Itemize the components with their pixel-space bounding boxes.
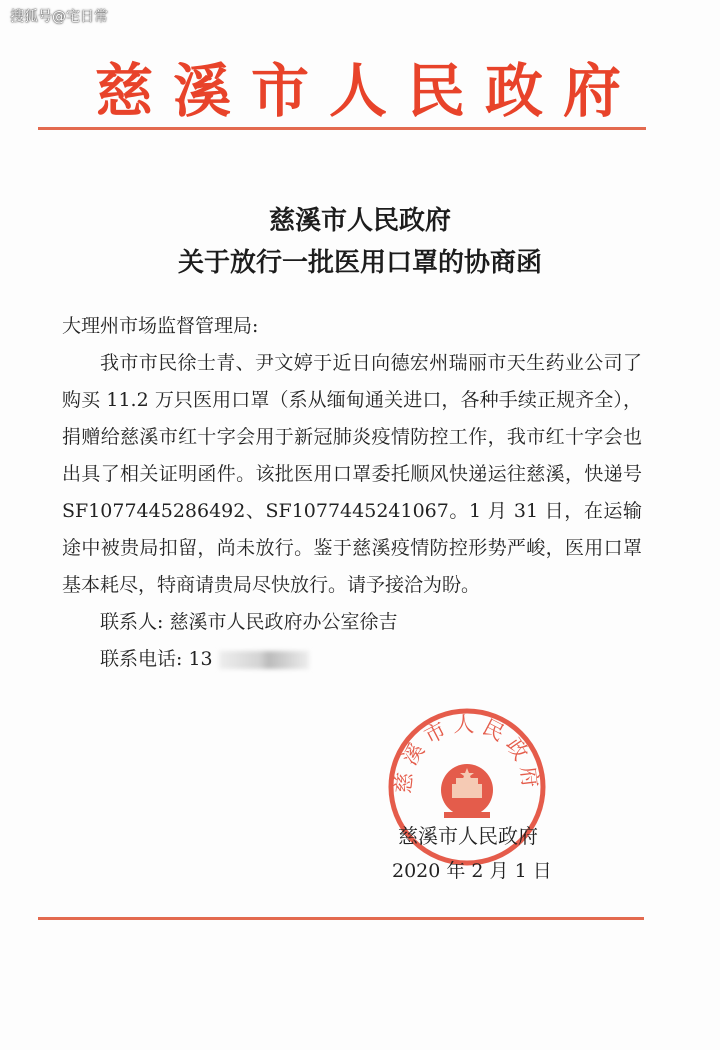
letterhead-rule <box>38 127 646 130</box>
recipient: 大理州市场监督管理局: <box>62 315 259 337</box>
footer-rule <box>38 917 644 920</box>
body-paragraph: 我市市民徐士青、尹文婷于近日向德宏州瑞丽市天生药业公司了购买 11.2 万只医用口罩（系从缅甸通关进口，各种手续正规齐全），捐赠给慈溪市红十字会用于新冠肺炎疫情防控工作，我市红十字会也出具了相关证明函件。该批医用口罩委托顺风快递运往慈溪，快递号 SF1077445286492、SF1077445241067。1 月 31 日，在运输途中被贵局扣留，尚未放行。鉴于慈溪疫情防控形势严峻，医用口罩基本耗尽，特商请贵局尽快放行。请予接洽为盼。 <box>62 352 642 596</box>
letter-body <box>62 308 642 678</box>
contact-person <box>62 604 642 641</box>
contact-person-label: 联系人: <box>100 611 164 633</box>
signature-org: 慈溪市人民政府 <box>398 824 538 848</box>
document-title-line-1: 慈溪市人民政府 <box>268 206 451 236</box>
document-title-line-2: 关于放行一批医用口罩的协商函 <box>177 248 542 278</box>
redacted-phone-blur <box>219 651 309 669</box>
watermark: 搜狐号@宅日常 <box>10 9 108 25</box>
contact-phone-label: 联系电话: <box>100 648 183 670</box>
contact-phone <box>62 641 642 678</box>
signature-date: 2020 年 2 月 1 日 <box>392 860 552 882</box>
national-emblem-icon <box>441 764 493 818</box>
seal-text: 慈溪市人民政府 <box>390 712 544 795</box>
contact-person-value: 慈溪市人民政府办公室徐吉 <box>169 611 398 633</box>
letterhead-title: 慈溪市人民政府 <box>94 57 641 125</box>
contact-phone-value: 13 <box>188 648 213 670</box>
